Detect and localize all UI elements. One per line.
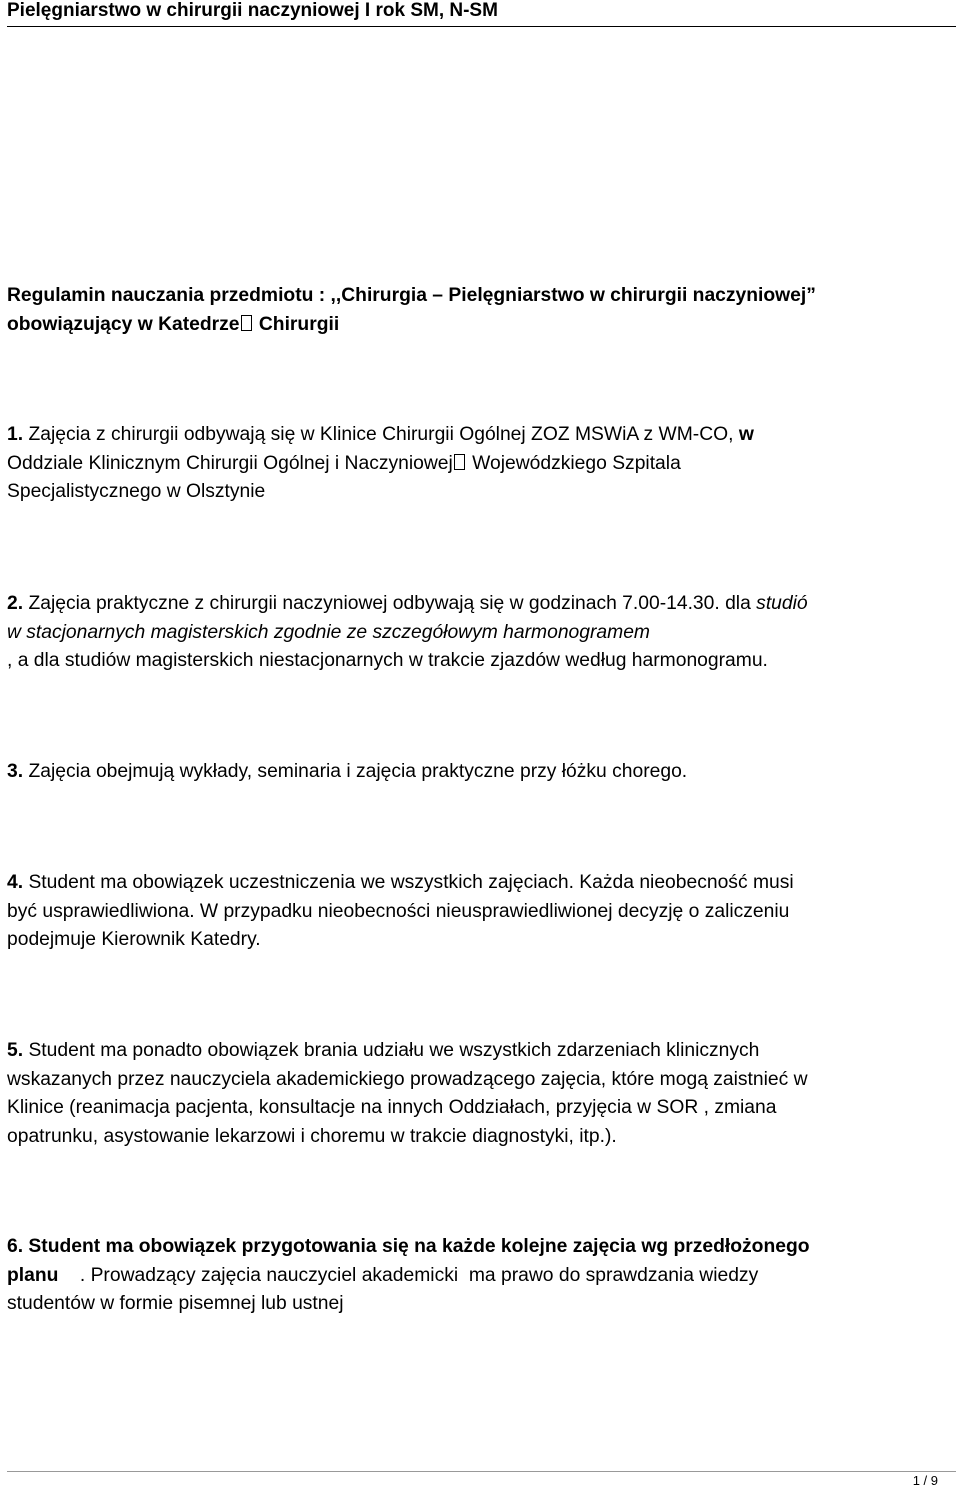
heading-line-2: obowiązujący w Katedrze Chirurgii (7, 313, 340, 335)
footer-divider (7, 1471, 956, 1472)
missing-glyph-icon (454, 454, 465, 470)
missing-glyph-icon (241, 315, 252, 331)
paragraph-number: 5. (7, 1040, 24, 1061)
paragraph-6: 6. Student ma obowiązek przygotowania się na każde kolejne zajęcia wg przedłożonego planu . Prowadzący zajęcia nauczyciel akademicki ma prawo do sprawdzania wiedzy studentów w formie pisemnej lub ustnej (7, 1236, 810, 1314)
heading-line-1: Regulamin nauczania przedmiotu : ,,Chirurgia – Pielęgniarstwo w chirurgii naczyniowej” (7, 285, 816, 306)
paragraph-2: 2. Zajęcia praktyczne z chirurgii naczyniowej odbywają się w godzinach 7.00-14.30. dla studió w stacjonarnych magisterskich zgodnie ze szczegółowym harmonogramem , a dla studiów magisterskich niestacjonarnych w trakcie zjazdów według harmonogramu. (7, 593, 808, 671)
paragraph-number: 3. (7, 761, 24, 782)
page-number: 1 / 9 (912, 1473, 938, 1488)
paragraph-4: 4. Student ma obowiązek uczestniczenia we wszystkich zajęciach. Każda nieobecność musi być usprawiedliwiona. W przypadku nieobecności nieusprawiedliwionej decyzję o zaliczeniu podejmuje Kierownik Katedry. (7, 872, 794, 950)
paragraph-3: 3. Zajęcia obejmują wykłady, seminaria i zajęcia praktyczne przy łóżku chorego. (7, 761, 688, 782)
paragraph-number: 1. (7, 424, 24, 445)
document-title: Pielęgniarstwo w chirurgii naczyniowej I rok SM, N-SM (7, 0, 498, 21)
paragraph-1: 1. Zajęcia z chirurgii odbywają się w Klinice Chirurgii Ogólnej ZOZ MSWiA z WM-CO, w Oddziale Klinicznym Chirurgii Ogólnej i Naczyniowej Wojewódzkiego Szpitala Specjalistycznego w Olsztynie (7, 424, 754, 502)
regulation-heading (7, 282, 955, 339)
paragraph-number: 2. (7, 593, 24, 614)
paragraph-5: 5. Student ma ponadto obowiązek brania udziału we wszystkich zdarzeniach klinicznych wskazanych przez nauczyciela akademickiego prowadzącego zajęcia, które mogą zaistnieć w Klinice (reanimacja pacjenta, konsultacje na innych Oddziałach, przyjęcia w SOR , zmiana opatrunku, asystowanie lekarzowi i choremu w trakcie diagnostyki, itp.). (7, 1040, 808, 1147)
paragraph-number: 4. (7, 872, 24, 893)
header-divider (7, 26, 956, 27)
